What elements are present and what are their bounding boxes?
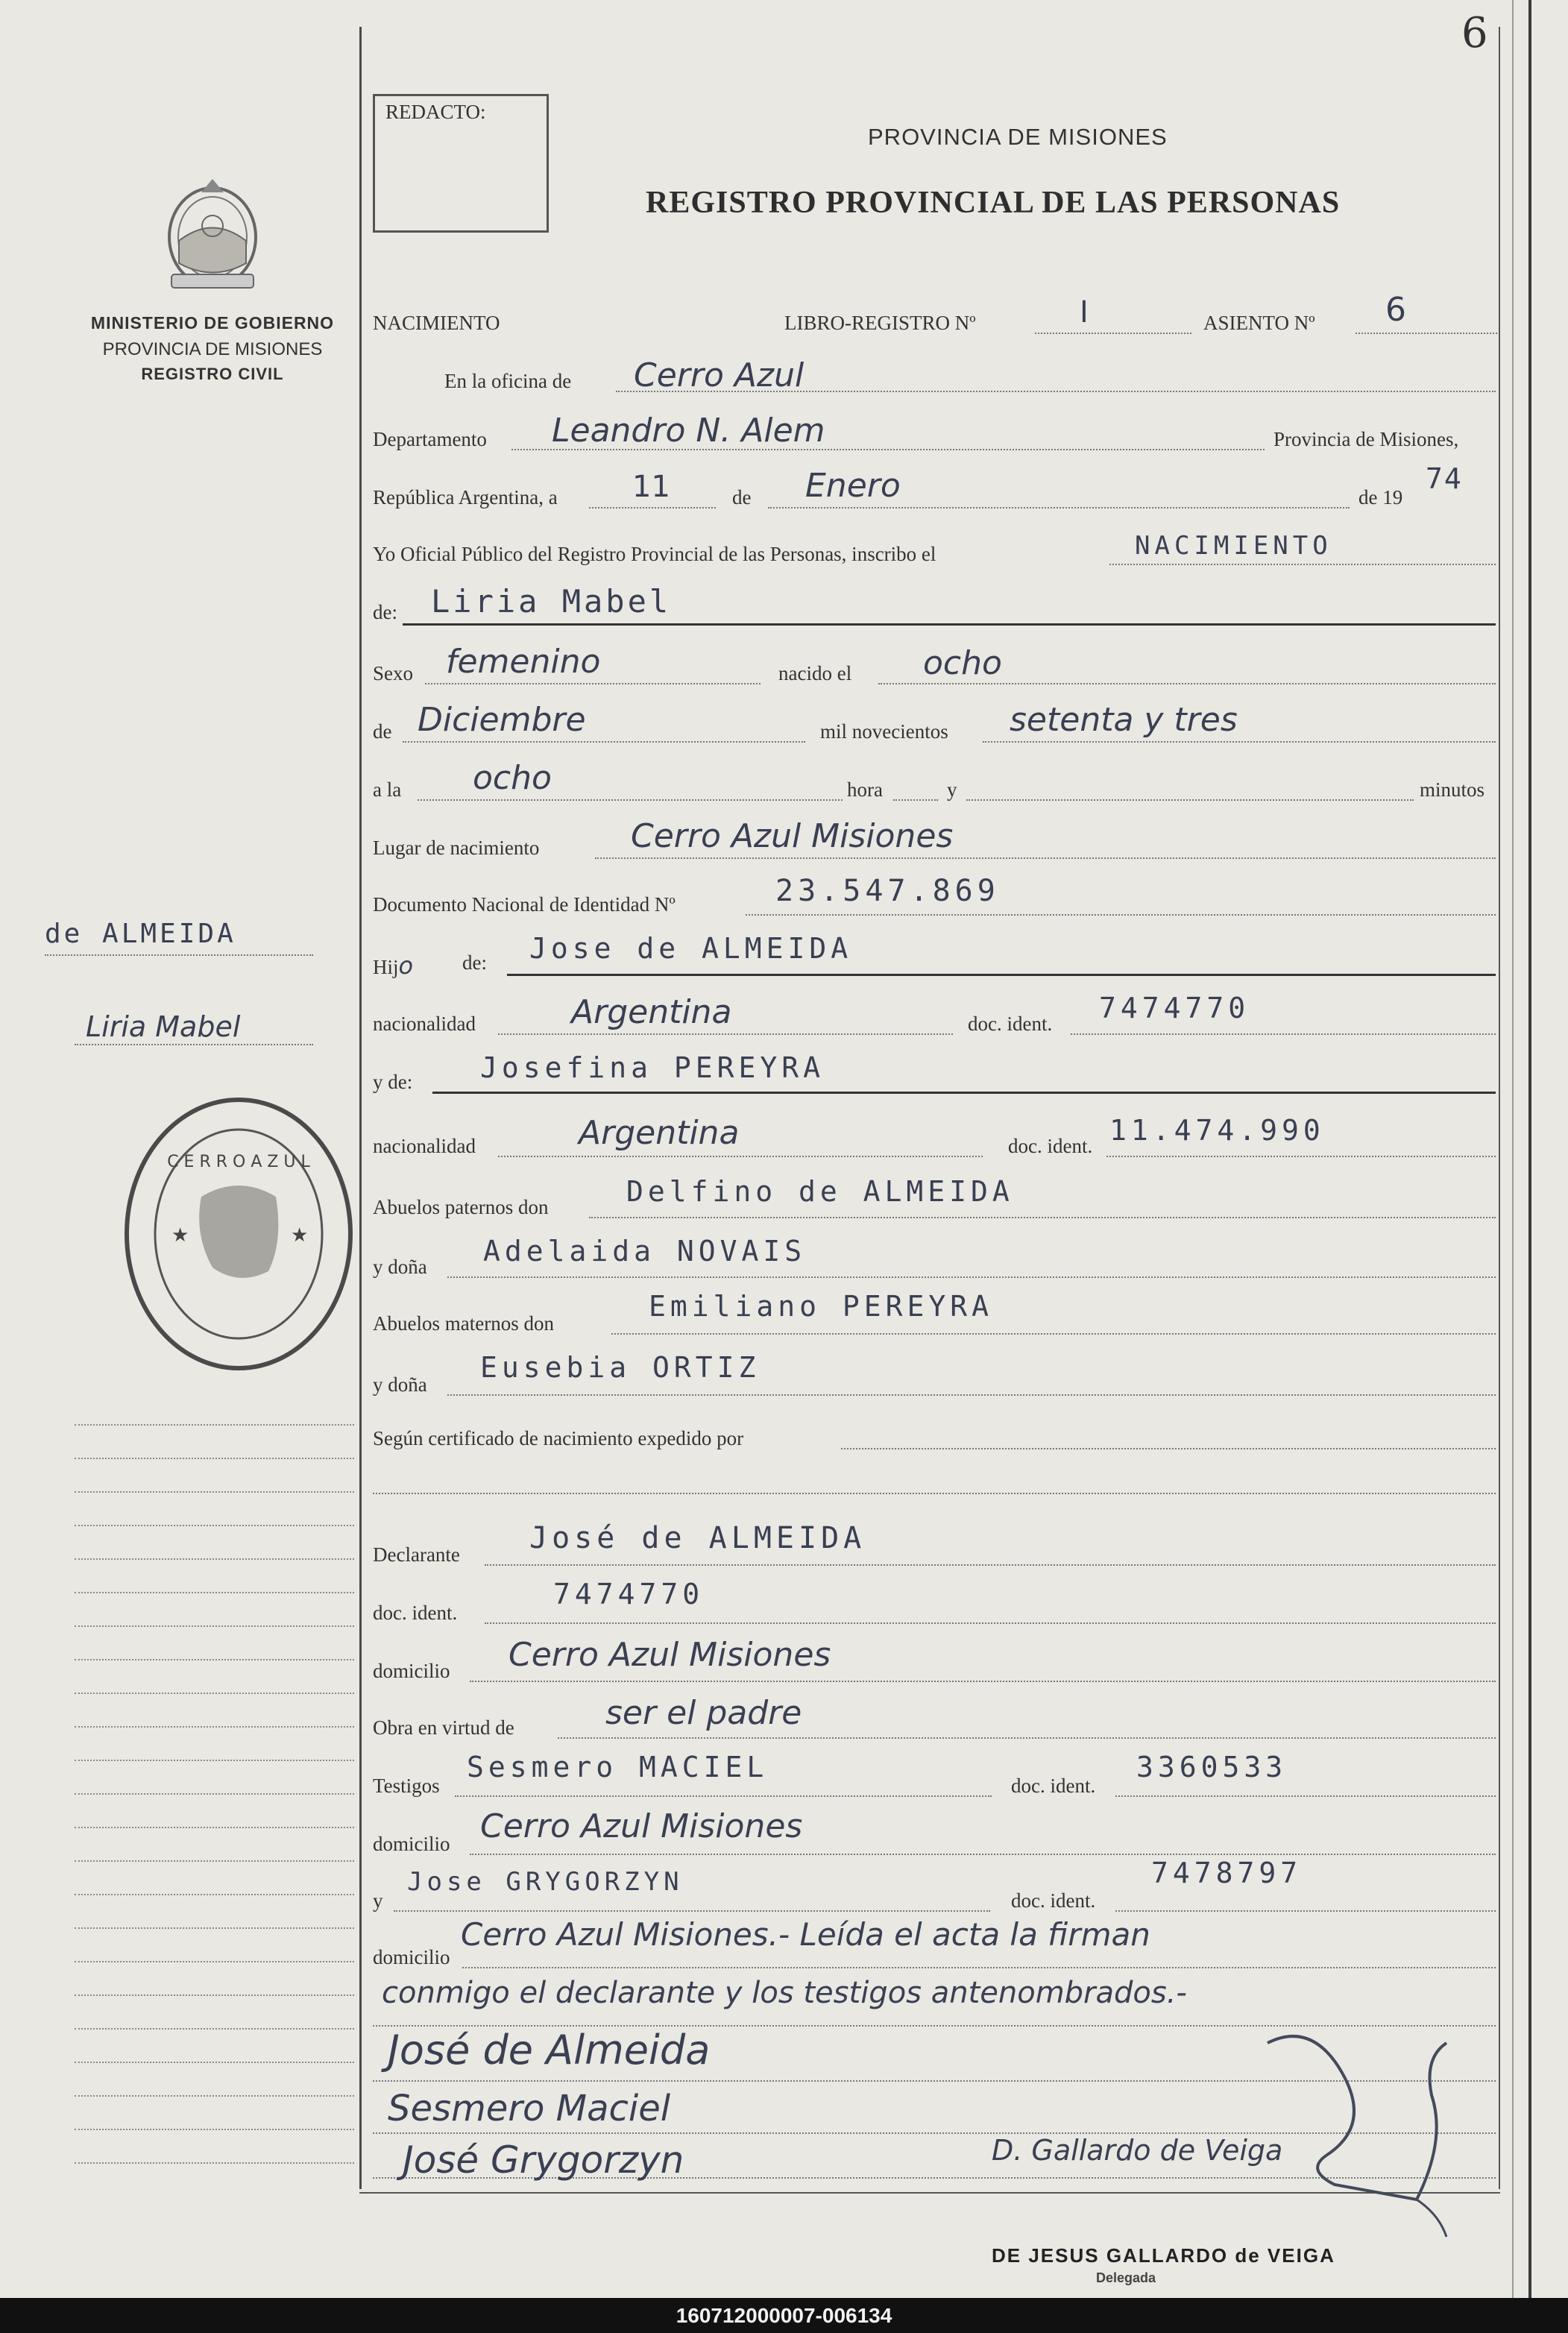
t1doc-label: doc. ident. [1011, 1775, 1096, 1797]
margin-rule-line [75, 1525, 354, 1526]
margin-rule-line [75, 1625, 354, 1627]
abmd-line [447, 1394, 1496, 1396]
ydona1-label: y doña [373, 1256, 427, 1278]
margin-rule-line [75, 1827, 354, 1828]
hora-value: ocho [473, 759, 552, 797]
nacido-label: nacido el [778, 662, 852, 684]
republica-label: República Argentina, a [373, 486, 558, 509]
anio-label: de 19 [1358, 486, 1403, 509]
doc1-line [1071, 1033, 1496, 1035]
redacto-label: REDACTO: [385, 101, 486, 123]
anio-nac-line [983, 741, 1496, 743]
sexo-label: Sexo [373, 662, 413, 684]
asiento-label: ASIENTO Nº [1203, 312, 1315, 334]
official-flourish [1223, 2013, 1476, 2252]
nac2-label: nacionalidad [373, 1135, 476, 1157]
lugar-value: Cerro Azul Misiones [631, 817, 954, 855]
madre-value: Josefina PEREYRA [480, 1051, 825, 1084]
ministry-name: MINISTERIO DE GOBIERNO [90, 313, 335, 333]
y-label: y [947, 778, 957, 801]
mil-label: mil novecientos [820, 720, 948, 743]
doc1-label: doc. ident. [968, 1013, 1053, 1035]
obra-value: ser el padre [605, 1694, 802, 1732]
t2doc-value: 7478797 [1151, 1857, 1303, 1889]
margin-note-line [75, 1044, 313, 1045]
oficina-value: Cerro Azul [634, 356, 805, 394]
province-title: PROVINCIA DE MISIONES [868, 124, 1168, 150]
nac2-value: Argentina [579, 1114, 740, 1152]
minutos-label: minutos [1420, 778, 1485, 801]
segun-line-2 [373, 1493, 1496, 1494]
mes-nac-de-label: de [373, 720, 392, 743]
mes-nac-line [403, 741, 805, 743]
page-number: 6 [1461, 9, 1488, 57]
official-role-stamp: Delegada [1096, 2270, 1156, 2285]
a-la-label: a la [373, 778, 402, 801]
segun-line [841, 1448, 1496, 1449]
margin-rule-line [75, 1558, 354, 1560]
decl-doc-value: 7474770 [553, 1578, 705, 1611]
testigo2-line [394, 1910, 990, 1912]
abm-line [611, 1333, 1496, 1335]
dni-line [746, 914, 1496, 916]
domicilio3-line [462, 1967, 1496, 1968]
domicilio3-label: domicilio [373, 1946, 450, 1968]
testigos-label: Testigos [373, 1775, 440, 1797]
margin-rule-line [75, 2062, 354, 2063]
oficial-label: Yo Oficial Público del Registro Provincial de las Personas, inscribo el [373, 543, 936, 565]
y2-label: y [373, 1889, 383, 1912]
provincia-label: Provincia de Misiones, [1273, 428, 1459, 450]
right-rule [1499, 27, 1500, 2189]
testigo1-value: Sesmero MACIEL [467, 1751, 769, 1783]
margin-rule-line [75, 1927, 354, 1929]
departamento-value: Leandro N. Alem [552, 412, 825, 450]
asiento-value: 6 [1385, 291, 1406, 329]
svg-text:★: ★ [171, 1224, 189, 1246]
lugar-line [595, 857, 1496, 859]
nac1-label: nacionalidad [373, 1013, 476, 1035]
margin-rule-line [75, 2129, 354, 2130]
margin-note-name: Liria Mabel [86, 1010, 241, 1043]
nombre-value: Liria Mabel [431, 583, 672, 620]
t1doc-value: 3360533 [1136, 1751, 1288, 1783]
oficina-label: En la oficina de [444, 370, 572, 392]
declarante-label: Declarante [373, 1543, 460, 1566]
sexo-line [425, 683, 761, 684]
abp-label: Abuelos paternos don [373, 1196, 549, 1218]
abmd-value: Eusebia ORTIZ [480, 1351, 761, 1384]
coat-of-arms-logo [149, 170, 276, 297]
signature-oficial: D. Gallardo de Veiga [992, 2134, 1283, 2167]
margin-rule-line [75, 1894, 354, 1895]
signature-testigo-1: Sesmero Maciel [388, 2088, 671, 2129]
margin-note-line [45, 954, 313, 956]
form-type-label: NACIMIENTO [373, 312, 500, 334]
hijo-label [373, 951, 413, 980]
minutos-line [966, 799, 1414, 801]
nombre-de-label: de: [373, 601, 397, 623]
dni-value: 23.547.869 [775, 874, 1000, 908]
anio-nac-value: setenta y tres [1010, 701, 1238, 739]
dni-label: Documento Nacional de Identidad Nº [373, 893, 676, 916]
margin-rule-line [75, 1961, 354, 1962]
margin-rule-line [75, 1424, 354, 1426]
abm-label: Abuelos maternos don [373, 1312, 554, 1335]
hora-line [418, 799, 843, 801]
hora-gap-line [893, 799, 938, 801]
abp-line [589, 1217, 1496, 1218]
obra-label: Obra en virtud de [373, 1716, 514, 1739]
margin-rule-line [75, 2162, 354, 2164]
mes-de-label: de [732, 486, 752, 509]
redacto-box [373, 94, 549, 233]
mes-value: Enero [805, 467, 901, 505]
nombre-line [403, 623, 1496, 626]
declarante-value: José de ALMEIDA [529, 1521, 866, 1555]
domicilio3-value: Cerro Azul Misiones.- Leída el acta la firman [461, 1916, 1150, 1953]
margin-rule-line [75, 1491, 354, 1493]
domicilio1-label: domicilio [373, 1660, 450, 1682]
nac1-line [498, 1033, 953, 1035]
padre-line [507, 974, 1496, 976]
doc2-line [1106, 1156, 1496, 1157]
abp-value: Delfino de ALMEIDA [626, 1175, 1014, 1208]
nac1-value: Argentina [571, 993, 732, 1031]
ministry-block [67, 313, 358, 384]
t2doc-line [1115, 1910, 1496, 1912]
sexo-value: femenino [446, 643, 601, 681]
margin-rule-line [75, 1994, 354, 1996]
margin-rule-line [75, 1760, 354, 1761]
testigo2-value: Jose GRYGORZYN [407, 1867, 684, 1897]
libro-label: LIBRO-REGISTRO Nº [784, 312, 976, 334]
margin-rule-line [75, 1693, 354, 1694]
margin-rule-line [75, 1860, 354, 1862]
svg-text:★: ★ [291, 1224, 309, 1246]
lugar-label: Lugar de nacimiento [373, 837, 540, 859]
mes-line [768, 507, 1350, 509]
doc1-value: 7474770 [1099, 992, 1250, 1024]
libro-line [1035, 333, 1191, 334]
margin-rule [359, 27, 362, 2189]
margin-rule-line [75, 1793, 354, 1795]
closing-line: conmigo el declarante y los testigos antenombrados.- [382, 1976, 1187, 2010]
margin-rule-line [75, 1458, 354, 1459]
doc2-label: doc. ident. [1008, 1135, 1093, 1157]
domicilio1-value: Cerro Azul Misiones [509, 1636, 831, 1674]
ministry-province: PROVINCIA DE MISIONES [102, 339, 323, 359]
ydona2-label: y doña [373, 1373, 427, 1396]
oficial-value: NACIMIENTO [1135, 531, 1332, 561]
domicilio1-line [470, 1681, 1496, 1682]
doc2-value: 11.474.990 [1109, 1114, 1325, 1147]
padre-value: Jose de ALMEIDA [529, 932, 853, 965]
dia-value: 11 [632, 470, 670, 504]
t2doc-label: doc. ident. [1011, 1889, 1096, 1912]
margin-rule-line [75, 1726, 354, 1728]
registry-stamp [89, 1085, 358, 1383]
hora-label: hora [847, 778, 883, 801]
page-edge [1512, 0, 1514, 2298]
image-caption: 160712000007-006134 [676, 2304, 892, 2327]
svg-text:C E R R O A Z U L: C E R R O A Z U L [167, 1153, 310, 1171]
oficial-line [1109, 564, 1496, 565]
anio-value: 74 [1426, 462, 1463, 495]
obra-line [558, 1737, 1496, 1739]
t1doc-line [1115, 1795, 1496, 1797]
declarante-line [485, 1564, 1496, 1566]
margin-rule-line [75, 2028, 354, 2030]
domicilio2-line [470, 1854, 1496, 1855]
ministry-registry: REGISTRO CIVIL [141, 365, 284, 383]
nac2-line [498, 1156, 983, 1157]
madre-line [432, 1092, 1496, 1094]
margin-rule-line [75, 1659, 354, 1660]
domicilio2-value: Cerro Azul Misiones [480, 1807, 803, 1845]
domicilio2-label: domicilio [373, 1833, 450, 1855]
hijo-suffix: o [398, 951, 414, 980]
segun-label: Según certificado de nacimiento expedido por [373, 1427, 744, 1449]
signature-testigo-2: José Grygorzyn [403, 2138, 684, 2182]
abm-value: Emiliano PEREYRA [649, 1290, 994, 1323]
nacido-value: ocho [923, 644, 1002, 682]
official-name-stamp: DE JESUS GALLARDO de VEIGA [992, 2244, 1335, 2267]
libro-value: I [1080, 295, 1089, 330]
abpd-line [447, 1276, 1496, 1278]
hijo-label-text: Hij [373, 956, 399, 978]
hijo-de-label: de: [462, 951, 487, 974]
decl-doc-line [485, 1622, 1496, 1624]
decl-doc-label: doc. ident. [373, 1602, 458, 1624]
madre-de-label: y de: [373, 1071, 413, 1093]
testigo1-line [455, 1795, 992, 1797]
asiento-line [1356, 333, 1497, 334]
margin-rule-line [75, 1592, 354, 1593]
signature-declarante: José de Almeida [388, 2027, 711, 2074]
mes-nac-value: Diciembre [418, 701, 586, 739]
page-edge-dark [1528, 0, 1531, 2298]
departamento-label: Departamento [373, 428, 487, 450]
registry-title: REGISTRO PROVINCIAL DE LAS PERSONAS [646, 186, 1341, 220]
margin-rule-line [75, 2095, 354, 2097]
nacido-line [878, 683, 1496, 684]
abpd-value: Adelaida NOVAIS [483, 1235, 807, 1268]
margin-note-surname: de ALMEIDA [45, 919, 236, 949]
dia-line [589, 507, 716, 509]
